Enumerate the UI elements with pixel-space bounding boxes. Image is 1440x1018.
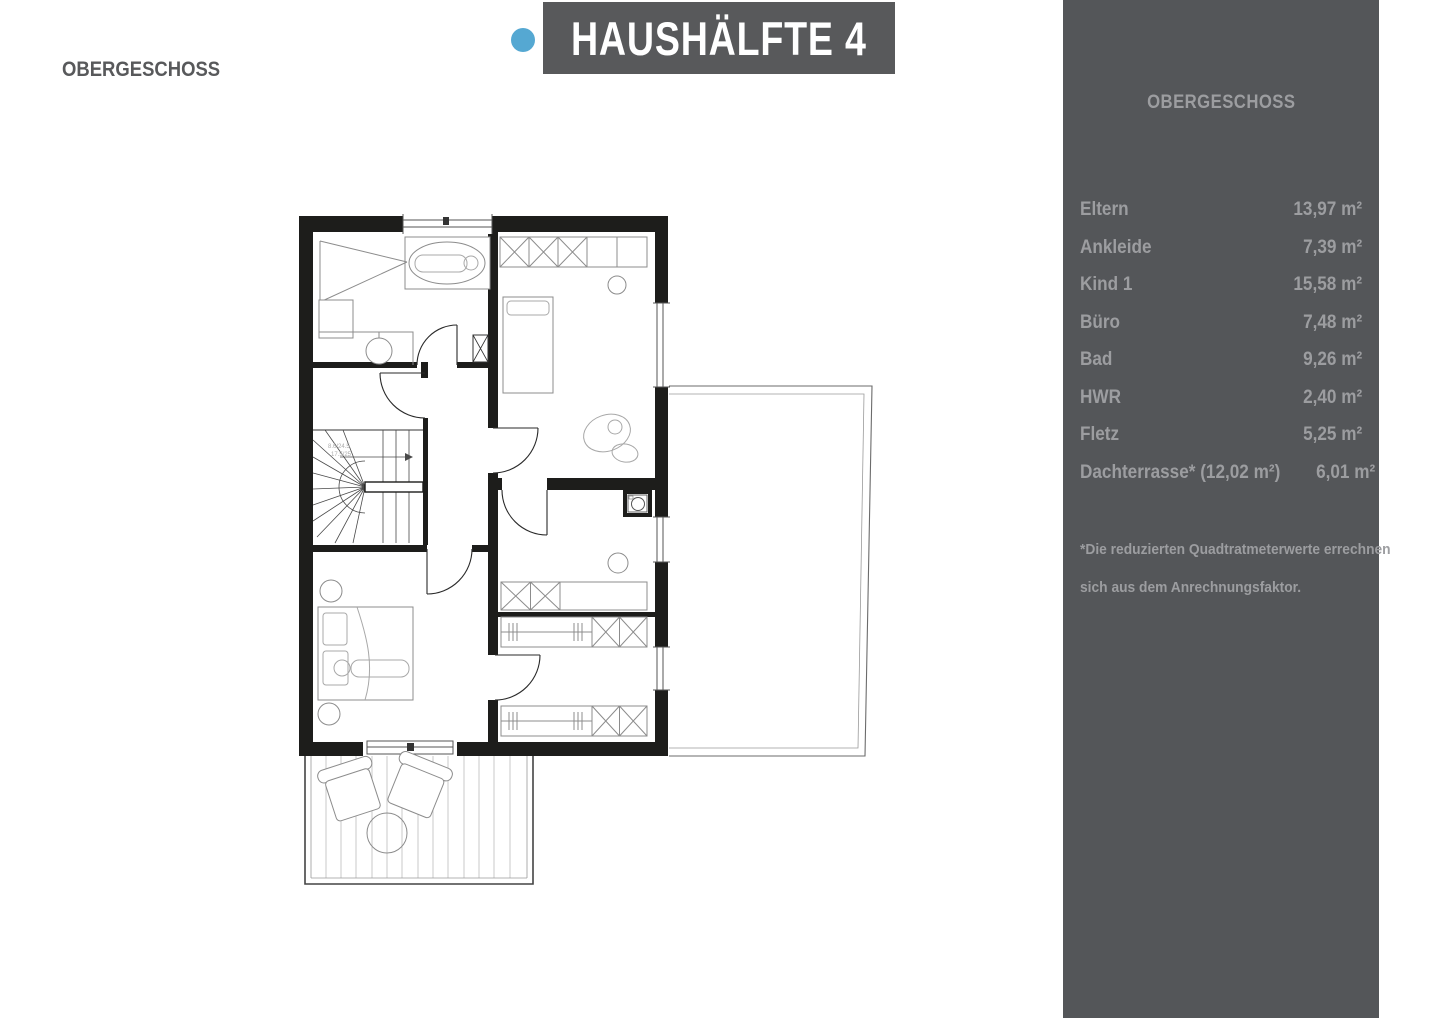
shaft-symbol — [473, 335, 488, 362]
room-label: Eltern — [1080, 198, 1129, 221]
room-area: 6,01 m² — [1315, 460, 1375, 483]
person-on-beanbag — [578, 408, 639, 464]
footnote — [1080, 531, 1391, 607]
floor-label: OBERGESCHOSS — [62, 58, 221, 81]
eltern-furniture — [318, 580, 413, 725]
deck-armchair — [382, 750, 454, 821]
bathroom-fixtures — [319, 237, 490, 365]
room-row — [1080, 191, 1362, 229]
room-area: 15,58 m² — [1293, 273, 1362, 296]
room-list — [1080, 191, 1375, 491]
room-area: 13,97 m² — [1293, 198, 1362, 221]
room-area: 9,26 m² — [1302, 348, 1362, 371]
deck-armchair — [316, 755, 386, 824]
room-row — [1080, 341, 1362, 379]
room-row — [1080, 304, 1362, 342]
stair-note-1: 8.6/24.5 — [328, 444, 350, 450]
room-label: Ankleide — [1080, 235, 1152, 258]
room-label: Bad — [1080, 348, 1113, 371]
room-label: Büro — [1080, 310, 1121, 333]
room-area: 7,48 m² — [1302, 310, 1362, 333]
page-title: HAUSHÄLFTE 4 — [571, 11, 867, 65]
room-summary-panel — [1063, 0, 1391, 1018]
kind1-furniture — [500, 237, 647, 464]
room-row — [1080, 379, 1362, 417]
title-banner — [543, 2, 895, 74]
floor-plan-drawing — [295, 205, 885, 895]
dressing-wardrobes — [501, 617, 647, 736]
room-area: 7,39 m² — [1302, 235, 1362, 258]
deck-terrace — [305, 750, 533, 884]
footnote-line: sich aus dem Anrechnungsfaktor. — [1080, 579, 1302, 596]
roof-terrace-outline — [669, 386, 872, 756]
room-label: Kind 1 — [1080, 273, 1133, 296]
hwr-washing-machine — [623, 490, 652, 517]
room-row — [1080, 266, 1362, 304]
room-area: 5,25 m² — [1302, 423, 1362, 446]
footnote-line: *Die reduzierten Quadtratmeterwerte errechnen — [1080, 541, 1391, 558]
sidebar-heading: OBERGESCHOSS — [1146, 92, 1296, 113]
room-row — [1080, 416, 1362, 454]
bath2-fixtures — [501, 553, 647, 610]
room-label: Fletz — [1080, 423, 1120, 446]
staircase — [313, 430, 423, 543]
room-label: Dachterrasse* (12,02 m²) — [1080, 460, 1281, 483]
room-label: HWR — [1080, 385, 1121, 408]
room-row — [1080, 229, 1362, 267]
stair-note-2: 17.5/25 — [331, 452, 352, 458]
room-area: 2,40 m² — [1302, 385, 1362, 408]
accent-dot-icon — [511, 28, 535, 52]
room-row — [1080, 454, 1375, 492]
